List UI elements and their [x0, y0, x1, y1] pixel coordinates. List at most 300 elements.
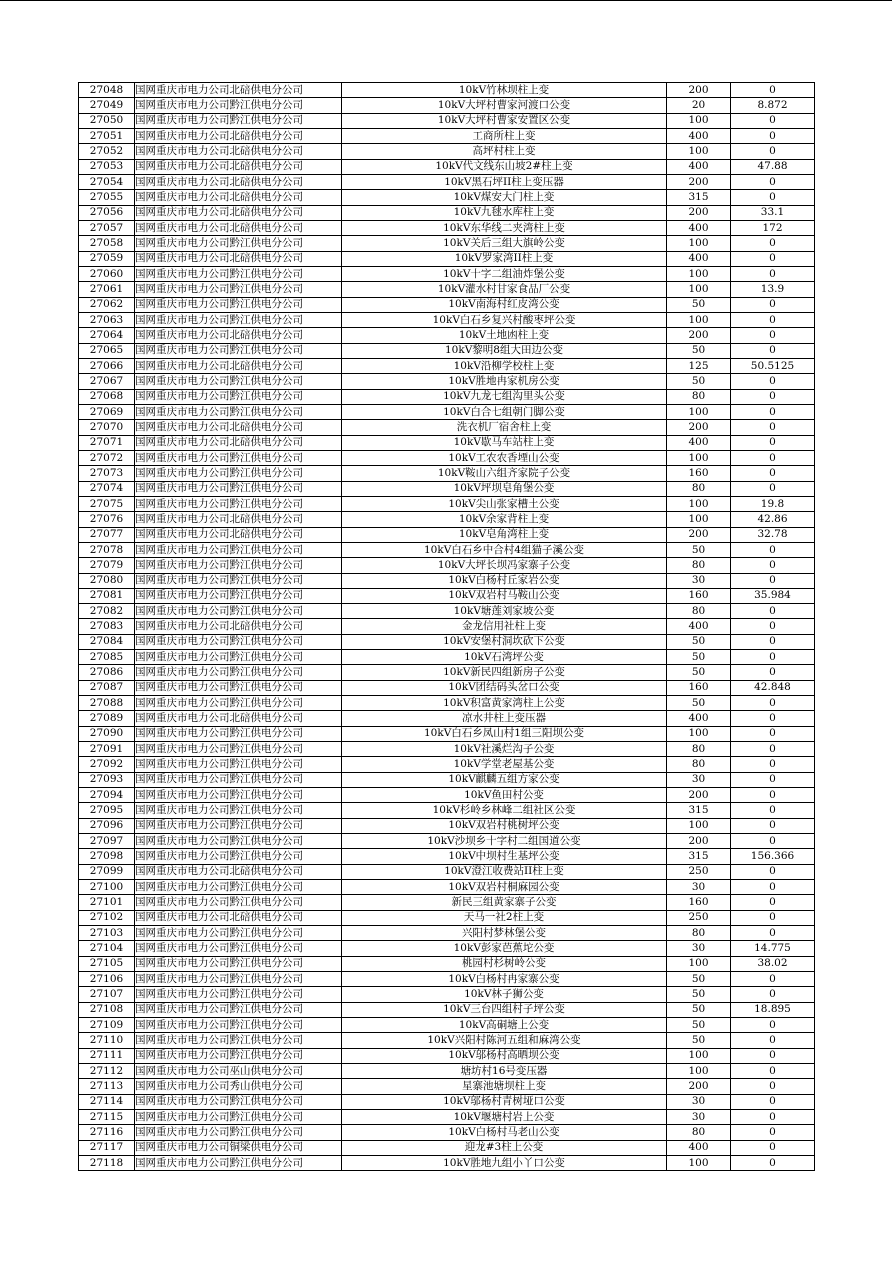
company-cell: 国网重庆市电力公司黔江供电分公司: [135, 573, 342, 588]
company-cell: 国网重庆市电力公司黔江供电分公司: [135, 650, 342, 665]
company-cell: 国网重庆市电力公司黔江供电分公司: [135, 1094, 342, 1109]
row-id-cell: 27084: [79, 634, 135, 649]
value-cell: 0: [731, 634, 815, 649]
capacity-cell: 30: [667, 880, 731, 895]
table-row: [79, 190, 815, 205]
row-id-cell: 27078: [79, 542, 135, 557]
company-cell: 国网重庆市电力公司黔江供电分公司: [135, 696, 342, 711]
row-id-cell: 27108: [79, 1002, 135, 1017]
value-cell: 0: [731, 742, 815, 757]
transformer-name-cell: 10kV邬杨村高晒坝公变: [342, 1048, 667, 1063]
table-row: [79, 956, 815, 971]
transformer-name-cell: 10kV大坪村曹家安置区公变: [342, 113, 667, 128]
capacity-cell: 50: [667, 374, 731, 389]
value-cell: 47.88: [731, 159, 815, 174]
company-cell: 国网重庆市电力公司北碚供电分公司: [135, 512, 342, 527]
value-cell: 0: [731, 895, 815, 910]
company-cell: 国网重庆市电力公司黔江供电分公司: [135, 926, 342, 941]
table-row: [79, 312, 815, 327]
row-id-cell: 27082: [79, 604, 135, 619]
capacity-cell: 200: [667, 174, 731, 189]
capacity-cell: 50: [667, 972, 731, 987]
transformer-name-cell: 10kV南海村红皮湾公变: [342, 297, 667, 312]
row-id-cell: 27061: [79, 282, 135, 297]
capacity-cell: 100: [667, 113, 731, 128]
company-cell: 国网重庆市电力公司铜梁供电分公司: [135, 1140, 342, 1155]
row-id-cell: 27067: [79, 374, 135, 389]
company-cell: 国网重庆市电力公司黔江供电分公司: [135, 588, 342, 603]
row-id-cell: 27053: [79, 159, 135, 174]
transformer-name-cell: 10kV社溪烂沟子公变: [342, 742, 667, 757]
company-cell: 国网重庆市电力公司黔江供电分公司: [135, 941, 342, 956]
table-row: [79, 328, 815, 343]
transformer-name-cell: 工商所柱上变: [342, 128, 667, 143]
company-cell: 国网重庆市电力公司黔江供电分公司: [135, 987, 342, 1002]
table-row: [79, 113, 815, 128]
company-cell: 国网重庆市电力公司巫山供电分公司: [135, 1064, 342, 1079]
table-row: [79, 726, 815, 741]
value-cell: 0: [731, 1109, 815, 1124]
table-row: [79, 834, 815, 849]
company-cell: 国网重庆市电力公司黔江供电分公司: [135, 496, 342, 511]
row-id-cell: 27085: [79, 650, 135, 665]
capacity-cell: 160: [667, 466, 731, 481]
table-row: [79, 987, 815, 1002]
value-cell: 0: [731, 328, 815, 343]
capacity-cell: 160: [667, 588, 731, 603]
table-row: [79, 343, 815, 358]
table-row: [79, 818, 815, 833]
table-row: [79, 1064, 815, 1079]
value-cell: 0: [731, 604, 815, 619]
table-row: [79, 772, 815, 787]
transformer-name-cell: 10kV积富黄家湾柱上公变: [342, 696, 667, 711]
company-cell: 国网重庆市电力公司黔江供电分公司: [135, 895, 342, 910]
transformer-name-cell: 10kV双岩村桃树坪公变: [342, 818, 667, 833]
row-id-cell: 27065: [79, 343, 135, 358]
value-cell: 0: [731, 174, 815, 189]
table-row: [79, 512, 815, 527]
value-cell: 0: [731, 312, 815, 327]
value-cell: 14.775: [731, 941, 815, 956]
row-id-cell: 27064: [79, 328, 135, 343]
capacity-cell: 30: [667, 941, 731, 956]
value-cell: 0: [731, 1048, 815, 1063]
transformer-name-cell: 10kV胜地冉家机房公变: [342, 374, 667, 389]
table-row: [79, 205, 815, 220]
value-cell: 0: [731, 266, 815, 281]
table-row: [79, 297, 815, 312]
company-cell: 国网重庆市电力公司黔江供电分公司: [135, 1018, 342, 1033]
transformer-name-cell: 10kV代文线东山坡2#柱上变: [342, 159, 667, 174]
table-row: [79, 542, 815, 557]
table-row: [79, 665, 815, 680]
transformer-name-cell: 10kV罗家湾II柱上变: [342, 251, 667, 266]
company-cell: 国网重庆市电力公司黔江供电分公司: [135, 634, 342, 649]
transformer-name-cell: 10kV鞍山六组齐家院子公变: [342, 466, 667, 481]
row-id-cell: 27056: [79, 205, 135, 220]
table-row: [79, 236, 815, 251]
company-cell: 国网重庆市电力公司黔江供电分公司: [135, 343, 342, 358]
row-id-cell: 27105: [79, 956, 135, 971]
value-cell: 0: [731, 987, 815, 1002]
row-id-cell: 27069: [79, 404, 135, 419]
capacity-cell: 315: [667, 849, 731, 864]
company-cell: 国网重庆市电力公司黔江供电分公司: [135, 481, 342, 496]
capacity-cell: 50: [667, 343, 731, 358]
transformer-name-cell: 10kV兴阳村陈河五组和麻湾公变: [342, 1033, 667, 1048]
table-row: [79, 527, 815, 542]
table-row: [79, 282, 815, 297]
transformer-name-cell: 凉水井柱上变压器: [342, 711, 667, 726]
value-cell: 19.8: [731, 496, 815, 511]
table-row: [79, 450, 815, 465]
transformer-name-cell: 10kV黑石坪II柱上变压器: [342, 174, 667, 189]
row-id-cell: 27083: [79, 619, 135, 634]
capacity-cell: 315: [667, 190, 731, 205]
row-id-cell: 27110: [79, 1033, 135, 1048]
table-body: [79, 83, 815, 1171]
value-cell: 0: [731, 726, 815, 741]
capacity-cell: 30: [667, 573, 731, 588]
capacity-cell: 400: [667, 128, 731, 143]
capacity-cell: 50: [667, 1002, 731, 1017]
transformer-name-cell: 新民三组黄家寨子公变: [342, 895, 667, 910]
row-id-cell: 27101: [79, 895, 135, 910]
value-cell: 172: [731, 220, 815, 235]
transformer-name-cell: 10kV白合七组朝门脚公变: [342, 404, 667, 419]
transformer-name-cell: 10kV新民四组新房子公变: [342, 665, 667, 680]
value-cell: 0: [731, 374, 815, 389]
top-page-rule: [0, 0, 892, 1]
row-id-cell: 27115: [79, 1109, 135, 1124]
company-cell: 国网重庆市电力公司黔江供电分公司: [135, 98, 342, 113]
company-cell: 国网重庆市电力公司黔江供电分公司: [135, 803, 342, 818]
value-cell: 0: [731, 420, 815, 435]
table-row: [79, 880, 815, 895]
company-cell: 国网重庆市电力公司北碚供电分公司: [135, 174, 342, 189]
transformer-name-cell: 10kV胜地九组小丫口公变: [342, 1155, 667, 1170]
transformer-name-cell: 10kV麒麟五组方家公变: [342, 772, 667, 787]
company-cell: 国网重庆市电力公司黔江供电分公司: [135, 558, 342, 573]
company-cell: 国网重庆市电力公司黔江供电分公司: [135, 665, 342, 680]
capacity-cell: 100: [667, 450, 731, 465]
capacity-cell: 160: [667, 680, 731, 695]
company-cell: 国网重庆市电力公司黔江供电分公司: [135, 1109, 342, 1124]
capacity-cell: 400: [667, 251, 731, 266]
transformer-name-cell: 10kV坪坝皂角堡公变: [342, 481, 667, 496]
row-id-cell: 27109: [79, 1018, 135, 1033]
value-cell: 0: [731, 481, 815, 496]
value-cell: 0: [731, 128, 815, 143]
transformer-name-cell: 10kV十字二组油炸堡公变: [342, 266, 667, 281]
row-id-cell: 27100: [79, 880, 135, 895]
row-id-cell: 27097: [79, 834, 135, 849]
capacity-cell: 400: [667, 619, 731, 634]
company-cell: 国网重庆市电力公司黔江供电分公司: [135, 236, 342, 251]
transformer-name-cell: 10kV关后三组大旗岭公变: [342, 236, 667, 251]
transformer-name-cell: 10kV塘莲刘家坡公变: [342, 604, 667, 619]
company-cell: 国网重庆市电力公司黔江供电分公司: [135, 389, 342, 404]
company-cell: 国网重庆市电力公司北碚供电分公司: [135, 83, 342, 98]
transformer-name-cell: 10kV白杨村冉家寨公变: [342, 972, 667, 987]
row-id-cell: 27102: [79, 910, 135, 925]
transformer-name-cell: 10kV鱼田村公变: [342, 788, 667, 803]
value-cell: 0: [731, 772, 815, 787]
table-row: [79, 864, 815, 879]
row-id-cell: 27079: [79, 558, 135, 573]
value-cell: 0: [731, 665, 815, 680]
capacity-cell: 400: [667, 159, 731, 174]
row-id-cell: 27118: [79, 1155, 135, 1170]
value-cell: 0: [731, 236, 815, 251]
transformer-name-cell: 10kV林子狮公变: [342, 987, 667, 1002]
company-cell: 国网重庆市电力公司北碚供电分公司: [135, 128, 342, 143]
company-cell: 国网重庆市电力公司北碚供电分公司: [135, 358, 342, 373]
row-id-cell: 27071: [79, 435, 135, 450]
value-cell: 0: [731, 1140, 815, 1155]
capacity-cell: 50: [667, 1033, 731, 1048]
row-id-cell: 27098: [79, 849, 135, 864]
table-row: [79, 266, 815, 281]
capacity-cell: 100: [667, 726, 731, 741]
company-cell: 国网重庆市电力公司黔江供电分公司: [135, 956, 342, 971]
capacity-cell: 50: [667, 665, 731, 680]
capacity-cell: 200: [667, 834, 731, 849]
table-row: [79, 1094, 815, 1109]
transformer-name-cell: 10kV白石乡中合村4组猫子溪公变: [342, 542, 667, 557]
capacity-cell: 160: [667, 895, 731, 910]
transformer-name-cell: 迎龙#3柱上公变: [342, 1140, 667, 1155]
row-id-cell: 27076: [79, 512, 135, 527]
row-id-cell: 27077: [79, 527, 135, 542]
transformer-name-cell: 桃园村杉树岭公变: [342, 956, 667, 971]
transformer-name-cell: 金龙信用社柱上变: [342, 619, 667, 634]
capacity-cell: 250: [667, 864, 731, 879]
value-cell: 0: [731, 818, 815, 833]
table-row: [79, 1079, 815, 1094]
value-cell: 0: [731, 650, 815, 665]
row-id-cell: 27066: [79, 358, 135, 373]
value-cell: 0: [731, 972, 815, 987]
transformer-name-cell: 兴阳村梦林堡公变: [342, 926, 667, 941]
transformer-name-cell: 10kV九毬水库柱上变: [342, 205, 667, 220]
row-id-cell: 27107: [79, 987, 135, 1002]
transformer-name-cell: 10kV大坪长坝冯家寨子公变: [342, 558, 667, 573]
row-id-cell: 27051: [79, 128, 135, 143]
row-id-cell: 27106: [79, 972, 135, 987]
row-id-cell: 27073: [79, 466, 135, 481]
company-cell: 国网重庆市电力公司北碚供电分公司: [135, 251, 342, 266]
capacity-cell: 50: [667, 696, 731, 711]
table-row: [79, 941, 815, 956]
value-cell: 33.1: [731, 205, 815, 220]
company-cell: 国网重庆市电力公司北碚供电分公司: [135, 159, 342, 174]
capacity-cell: 400: [667, 435, 731, 450]
table-row: [79, 1018, 815, 1033]
row-id-cell: 27104: [79, 941, 135, 956]
table-row: [79, 711, 815, 726]
capacity-cell: 100: [667, 512, 731, 527]
company-cell: 国网重庆市电力公司黔江供电分公司: [135, 266, 342, 281]
company-cell: 国网重庆市电力公司黔江供电分公司: [135, 742, 342, 757]
row-id-cell: 27114: [79, 1094, 135, 1109]
transformer-name-cell: 10kV东华线二夹湾柱上变: [342, 220, 667, 235]
table-row: [79, 358, 815, 373]
company-cell: 国网重庆市电力公司黔江供电分公司: [135, 1048, 342, 1063]
transformer-name-cell: 10kV杉岭乡林峰二组社区公变: [342, 803, 667, 818]
row-id-cell: 27092: [79, 757, 135, 772]
transformer-name-cell: 10kV工农农香堙山公变: [342, 450, 667, 465]
row-id-cell: 27075: [79, 496, 135, 511]
transformer-name-cell: 10kV中坝村生基坪公变: [342, 849, 667, 864]
table-row: [79, 83, 815, 98]
table-row: [79, 604, 815, 619]
company-cell: 国网重庆市电力公司黔江供电分公司: [135, 1033, 342, 1048]
row-id-cell: 27091: [79, 742, 135, 757]
table-row: [79, 220, 815, 235]
capacity-cell: 100: [667, 1048, 731, 1063]
value-cell: 156.366: [731, 849, 815, 864]
transformer-name-cell: 高坪村柱上变: [342, 144, 667, 159]
transformer-name-cell: 10kV澄江收费站II柱上变: [342, 864, 667, 879]
company-cell: 国网重庆市电力公司黔江供电分公司: [135, 834, 342, 849]
transformer-name-cell: 10kV沿柳学校柱上变: [342, 358, 667, 373]
company-cell: 国网重庆市电力公司北碚供电分公司: [135, 619, 342, 634]
company-cell: 国网重庆市电力公司北碚供电分公司: [135, 527, 342, 542]
capacity-cell: 200: [667, 527, 731, 542]
row-id-cell: 27103: [79, 926, 135, 941]
capacity-cell: 100: [667, 818, 731, 833]
transformer-name-cell: 10kV邬杨村青树垭口公变: [342, 1094, 667, 1109]
value-cell: 35.984: [731, 588, 815, 603]
value-cell: 0: [731, 1018, 815, 1033]
row-id-cell: 27116: [79, 1125, 135, 1140]
value-cell: 0: [731, 297, 815, 312]
capacity-cell: 100: [667, 144, 731, 159]
capacity-cell: 100: [667, 1155, 731, 1170]
transformer-name-cell: 塘坊村16号变压器: [342, 1064, 667, 1079]
transformer-name-cell: 10kV白杨村马老山公变: [342, 1125, 667, 1140]
value-cell: 32.78: [731, 527, 815, 542]
capacity-cell: 100: [667, 312, 731, 327]
table-row: [79, 558, 815, 573]
transformer-name-cell: 10kV尖山张家槽土公变: [342, 496, 667, 511]
transformer-name-cell: 10kV高硐塘上公变: [342, 1018, 667, 1033]
capacity-cell: 400: [667, 1140, 731, 1155]
transformer-name-cell: 天马一社2柱上变: [342, 910, 667, 925]
table-row: [79, 849, 815, 864]
transformer-name-cell: 10kV白石乡凤山村1组三阳坝公变: [342, 726, 667, 741]
table-row: [79, 251, 815, 266]
capacity-cell: 80: [667, 558, 731, 573]
table-row: [79, 144, 815, 159]
table-row: [79, 1125, 815, 1140]
transformer-name-cell: 10kV灌水村甘家食品厂公变: [342, 282, 667, 297]
capacity-cell: 100: [667, 1064, 731, 1079]
transformer-name-cell: 10kV黎明8组大田边公变: [342, 343, 667, 358]
company-cell: 国网重庆市电力公司黔江供电分公司: [135, 450, 342, 465]
capacity-cell: 50: [667, 650, 731, 665]
row-id-cell: 27081: [79, 588, 135, 603]
row-id-cell: 27068: [79, 389, 135, 404]
table-row: [79, 1155, 815, 1170]
value-cell: 0: [731, 788, 815, 803]
row-id-cell: 27088: [79, 696, 135, 711]
row-id-cell: 27080: [79, 573, 135, 588]
row-id-cell: 27055: [79, 190, 135, 205]
transformer-name-cell: 10kV彭家芭蕉坨公变: [342, 941, 667, 956]
table-row: [79, 910, 815, 925]
capacity-cell: 30: [667, 772, 731, 787]
company-cell: 国网重庆市电力公司黔江供电分公司: [135, 849, 342, 864]
capacity-cell: 80: [667, 926, 731, 941]
row-id-cell: 27059: [79, 251, 135, 266]
transformer-name-cell: 10kV余家背柱上变: [342, 512, 667, 527]
capacity-cell: 125: [667, 358, 731, 373]
table-row: [79, 634, 815, 649]
capacity-cell: 100: [667, 956, 731, 971]
row-id-cell: 27049: [79, 98, 135, 113]
company-cell: 国网重庆市电力公司黔江供电分公司: [135, 972, 342, 987]
table-row: [79, 803, 815, 818]
value-cell: 13.9: [731, 282, 815, 297]
company-cell: 国网重庆市电力公司黔江供电分公司: [135, 542, 342, 557]
table-row: [79, 481, 815, 496]
row-id-cell: 27096: [79, 818, 135, 833]
value-cell: 0: [731, 542, 815, 557]
company-cell: 国网重庆市电力公司黔江供电分公司: [135, 757, 342, 772]
row-id-cell: 27058: [79, 236, 135, 251]
value-cell: 0: [731, 1125, 815, 1140]
company-cell: 国网重庆市电力公司北碚供电分公司: [135, 220, 342, 235]
table-row: [79, 389, 815, 404]
value-cell: 0: [731, 466, 815, 481]
value-cell: 0: [731, 404, 815, 419]
row-id-cell: 27112: [79, 1064, 135, 1079]
capacity-cell: 80: [667, 757, 731, 772]
capacity-cell: 400: [667, 220, 731, 235]
table-row: [79, 696, 815, 711]
transformer-name-cell: 10kV沙坝乡十字村二组国道公变: [342, 834, 667, 849]
capacity-cell: 200: [667, 205, 731, 220]
value-cell: 0: [731, 1033, 815, 1048]
table-row: [79, 159, 815, 174]
transformer-name-cell: 洗衣机厂宿舍柱上变: [342, 420, 667, 435]
table-row: [79, 1048, 815, 1063]
capacity-cell: 400: [667, 711, 731, 726]
company-cell: 国网重庆市电力公司黔江供电分公司: [135, 726, 342, 741]
transformer-name-cell: 10kV三台四组村子坪公变: [342, 1002, 667, 1017]
capacity-cell: 50: [667, 987, 731, 1002]
transformer-name-cell: 10kV歇马车站柱上变: [342, 435, 667, 450]
table-row: [79, 573, 815, 588]
transformer-name-cell: 10kV大坪村曹家河渡口公变: [342, 98, 667, 113]
company-cell: 国网重庆市电力公司北碚供电分公司: [135, 328, 342, 343]
row-id-cell: 27052: [79, 144, 135, 159]
capacity-cell: 50: [667, 1018, 731, 1033]
capacity-cell: 80: [667, 481, 731, 496]
table-row: [79, 788, 815, 803]
table-row: [79, 895, 815, 910]
row-id-cell: 27099: [79, 864, 135, 879]
table-row: [79, 435, 815, 450]
capacity-cell: 50: [667, 542, 731, 557]
transformer-name-cell: 10kV土地凼柱上变: [342, 328, 667, 343]
company-cell: 国网重庆市电力公司黔江供电分公司: [135, 880, 342, 895]
table-row: [79, 98, 815, 113]
value-cell: 38.02: [731, 956, 815, 971]
